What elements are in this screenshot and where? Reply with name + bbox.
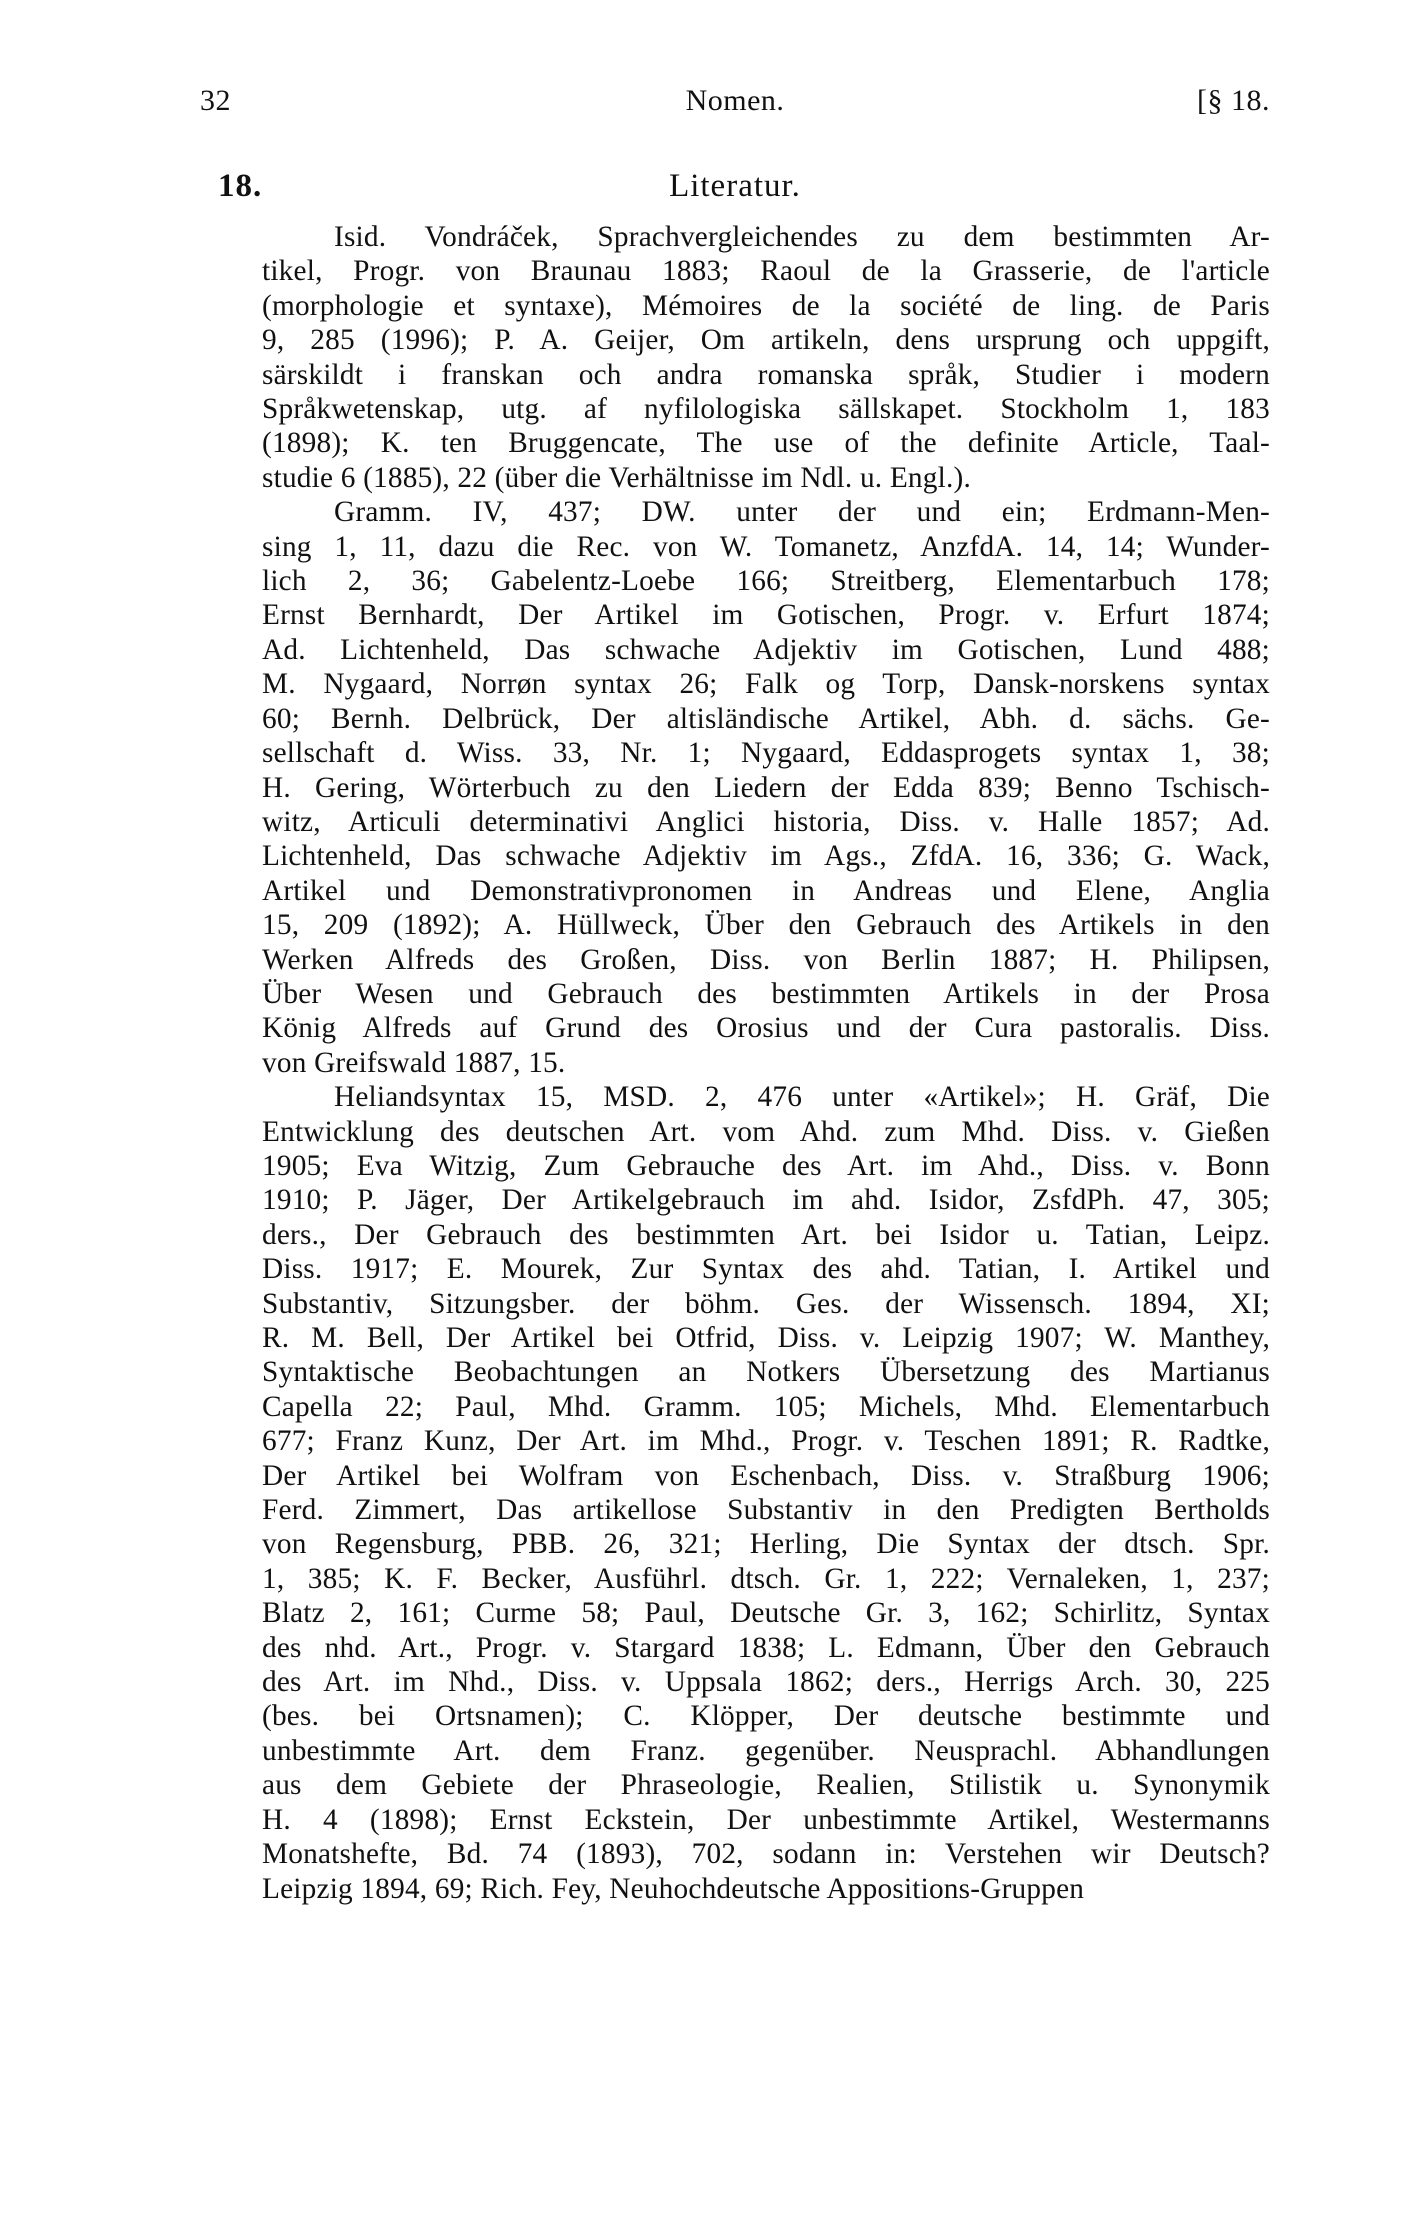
text-line: Ad. Lichtenheld, Das schwache Adjektiv im Gotischen, Lund 488; [262, 633, 1270, 666]
text-line: Der Artikel bei Wolfram von Eschenbach, Diss. v. Straßburg 1906; [262, 1459, 1270, 1492]
text-line: särskildt i franskan och andra romanska språk, Studier i modern [262, 358, 1270, 391]
text-line: Artikel und Demonstrativpronomen in Andreas und Elene, Anglia [262, 874, 1270, 907]
body-text [190, 220, 1270, 1906]
text-line: witz, Articuli determinativi Anglici historia, Diss. v. Halle 1857; Ad. [262, 805, 1270, 838]
text-line: von Regensburg, PBB. 26, 321; Herling, Die Syntax der dtsch. Spr. [262, 1528, 1270, 1561]
paragraph [190, 495, 1270, 1080]
text-line: (1898); K. ten Bruggencate, The use of the definite Article, Taal- [262, 427, 1270, 460]
text-line: unbestimmte Art. dem Franz. gegenüber. Neusprachl. Abhandlungen [262, 1734, 1270, 1767]
text-line: Entwicklung des deutschen Art. vom Ahd. zum Mhd. Diss. v. Gießen [262, 1115, 1270, 1148]
text-line: ders., Der Gebrauch des bestimmten Art. bei Isidor u. Tatian, Leipz. [262, 1218, 1270, 1251]
text-line: H. Gering, Wörterbuch zu den Liedern der Edda 839; Benno Tschisch- [262, 771, 1270, 804]
text-line: Monatshefte, Bd. 74 (1893), 702, sodann in: Verstehen wir Deutsch? [262, 1838, 1270, 1871]
paragraph [190, 1080, 1270, 1906]
page-number: 32 [200, 84, 231, 117]
text-line: von Greifswald 1887, 15. [262, 1046, 566, 1079]
text-line: lich 2, 36; Gabelentz-Loebe 166; Streitberg, Elementarbuch 178; [262, 565, 1270, 598]
text-line: Språkwetenskap, utg. af nyfilologiska sällskapet. Stockholm 1, 183 [262, 393, 1270, 426]
running-header [200, 84, 1270, 124]
text-line: Substantiv, Sitzungsber. der böhm. Ges. der Wissensch. 1894, XI; [262, 1287, 1270, 1320]
text-line: des nhd. Art., Progr. v. Stargard 1838; L. Edmann, Über den Gebrauch [262, 1631, 1270, 1664]
text-line: sellschaft d. Wiss. 33, Nr. 1; Nygaard, Eddasprogets syntax 1, 38; [262, 737, 1270, 770]
text-line: M. Nygaard, Norrøn syntax 26; Falk og Torp, Dansk-norskens syntax [262, 668, 1270, 701]
text-line: aus dem Gebiete der Phraseologie, Realien, Stilistik u. Synonymik [262, 1769, 1270, 1802]
text-line: sing 1, 11, dazu die Rec. von W. Tomanetz, AnzfdA. 14, 14; Wunder- [262, 530, 1270, 563]
text-line: 1905; Eva Witzig, Zum Gebrauche des Art. im Ahd., Diss. v. Bonn [262, 1149, 1270, 1182]
section-number: 18. [218, 168, 263, 204]
text-line: tikel, Progr. von Braunau 1883; Raoul de la Grasserie, de l'article [262, 255, 1270, 288]
text-line: 1910; P. Jäger, Der Artikelgebrauch im ahd. Isidor, ZsfdPh. 47, 305; [262, 1184, 1270, 1217]
text-line: Heliandsyntax 15, MSD. 2, 476 unter «Artikel»; H. Gräf, Die [334, 1081, 1270, 1114]
text-line: Syntaktische Beobachtungen an Notkers Übersetzung des Martianus [262, 1356, 1270, 1389]
running-title: Nomen. [685, 84, 785, 117]
text-line: Ferd. Zimmert, Das artikellose Substantiv in den Predigten Bertholds [262, 1494, 1270, 1527]
text-line: Werken Alfreds des Großen, Diss. von Berlin 1887; H. Philipsen, [262, 943, 1270, 976]
text-line: 1, 385; K. F. Becker, Ausführl. dtsch. Gr. 1, 222; Vernaleken, 1, 237; [262, 1562, 1270, 1595]
section-title: Literatur. [669, 168, 801, 204]
text-line: (morphologie et syntaxe), Mémoires de la société de ling. de Paris [262, 289, 1270, 322]
text-line: 677; Franz Kunz, Der Art. im Mhd., Progr. v. Teschen 1891; R. Radtke, [262, 1425, 1270, 1458]
text-line: Isid. Vondráček, Sprachvergleichendes zu dem bestimmten Ar- [334, 221, 1270, 253]
text-line: 60; Bernh. Delbrück, Der altisländische Artikel, Abh. d. sächs. Ge- [262, 702, 1270, 735]
text-line: 15, 209 (1892); A. Hüllweck, Über den Gebrauch des Artikels in den [262, 909, 1270, 942]
section-heading [200, 168, 1270, 212]
text-line: 9, 285 (1996); P. A. Geijer, Om artikeln, dens ursprung och uppgift, [262, 324, 1270, 357]
text-line: (bes. bei Ortsnamen); C. Klöpper, Der deutsche bestimmte und [262, 1700, 1270, 1733]
paragraph [190, 220, 1270, 495]
text-line: Lichtenheld, Das schwache Adjektiv im Ags., ZfdA. 16, 336; G. Wack, [262, 840, 1270, 873]
text-line: Diss. 1917; E. Mourek, Zur Syntax des ahd. Tatian, I. Artikel und [262, 1253, 1270, 1286]
text-line: König Alfreds auf Grund des Orosius und der Cura pastoralis. Diss. [262, 1012, 1270, 1045]
text-line: R. M. Bell, Der Artikel bei Otfrid, Diss. v. Leipzig 1907; W. Manthey, [262, 1322, 1270, 1354]
text-line: Blatz 2, 161; Curme 58; Paul, Deutsche Gr. 3, 162; Schirlitz, Syntax [262, 1597, 1270, 1630]
text-line: Über Wesen und Gebrauch des bestimmten Artikels in der Prosa [262, 977, 1270, 1010]
text-line: studie 6 (1885), 22 (über die Verhältnisse im Ndl. u. Engl.). [262, 461, 971, 494]
text-line: Leipzig 1894, 69; Rich. Fey, Neuhochdeutsche Appositions-Gruppen [262, 1872, 1085, 1905]
text-line: Ernst Bernhardt, Der Artikel im Gotischen, Progr. v. Erfurt 1874; [262, 599, 1270, 632]
text-line: Capella 22; Paul, Mhd. Gramm. 105; Michels, Mhd. Elementarbuch [262, 1390, 1270, 1423]
text-line: des Art. im Nhd., Diss. v. Uppsala 1862; ders., Herrigs Arch. 30, 225 [262, 1666, 1270, 1699]
section-reference: [§ 18. [1197, 84, 1270, 117]
text-line: H. 4 (1898); Ernst Eckstein, Der unbestimmte Artikel, Westermanns [262, 1803, 1270, 1836]
text-line: Gramm. IV, 437; DW. unter der und ein; Erdmann-Men- [334, 496, 1270, 529]
